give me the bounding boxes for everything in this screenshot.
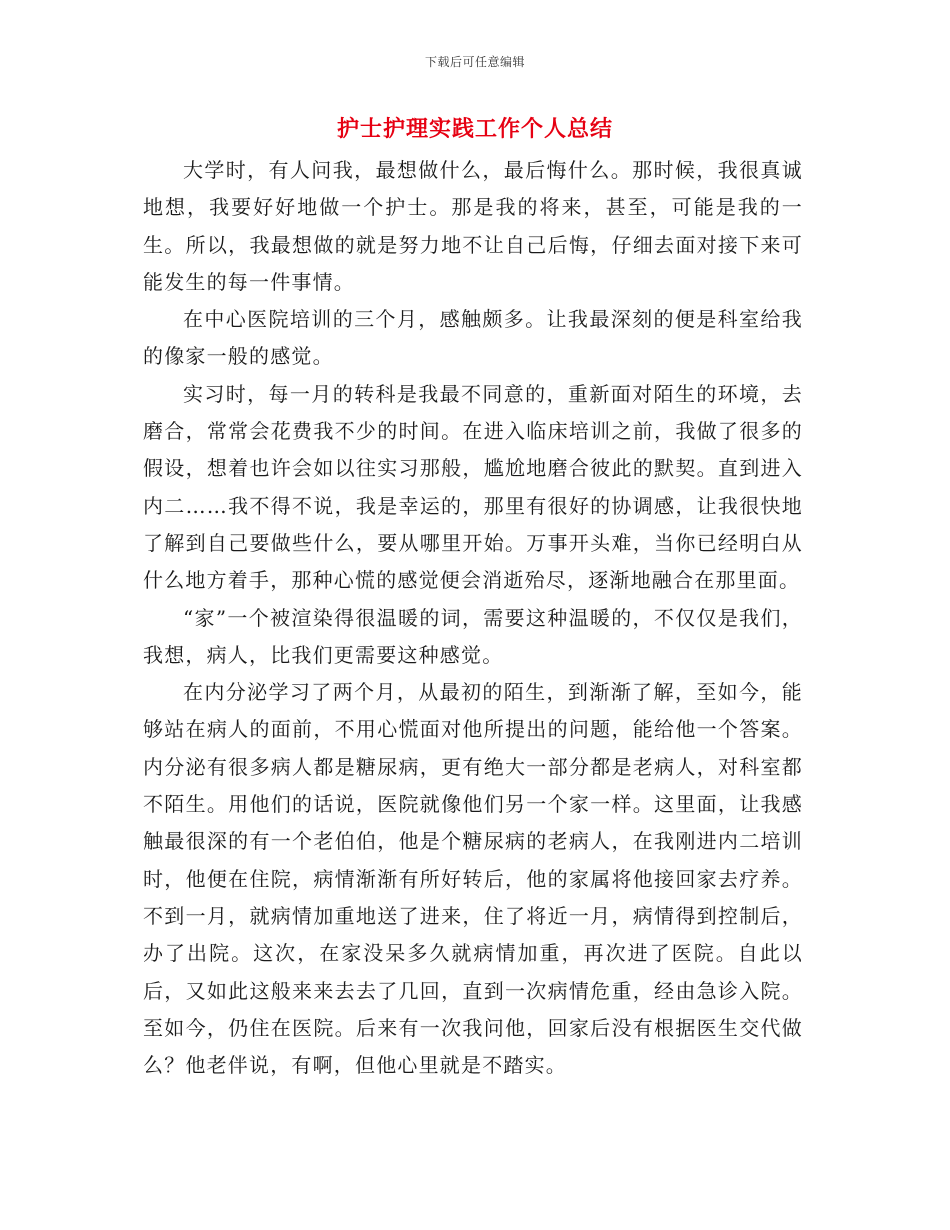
document-body	[143, 152, 803, 1084]
paragraph-2: 在中心医院培训的三个月，感触颇多。让我最深刻的便是科室给我的像家一般的感觉。	[143, 307, 803, 369]
paragraph-1: 大学时，有人问我，最想做什么，最后悔什么。那时候，我很真诚地想，我要好好地做一个护士。那是我的将来，甚至，可能是我的一生。所以，我最想做的就是努力地不让自己后悔，仔细去面对接下来可能发生的每一件事情。	[143, 158, 803, 294]
paragraph-3: 实习时，每一月的转科是我最不同意的，重新面对陌生的环境，去磨合，常常会花费我不少的时间。在进入临床培训之前，我做了很多的假设，想着也许会如以往实习那般，尴尬地磨合彼此的默契。直到进入内二……我不得不说，我是幸运的，那里有很好的协调感，让我很快地了解到自己要做些什么，要从哪里开始。万事开头难，当你已经明白从什么地方着手，那种心慌的感觉便会消逝殆尽，逐渐地融合在那里面。	[143, 381, 803, 593]
document-title: 护士护理实践工作个人总结	[336, 116, 613, 142]
paragraph-4: “家”一个被渲染得很温暖的词，需要这种温暖的，不仅仅是我们，我想，病人，比我们更需要这种感觉。	[143, 605, 803, 667]
header-note: 下载后可任意编辑	[424, 55, 525, 69]
paragraph-5: 在内分泌学习了两个月，从最初的陌生，到渐渐了解，至如今，能够站在病人的面前，不用心慌面对他所提出的问题，能给他一个答案。内分泌有很多病人都是糖尿病，更有绝大一部分都是老病人，对科室都不陌生。用他们的话说，医院就像他们另一个家一样。这里面，让我感触最很深的有一个老伯伯，他是个糖尿病的老病人，在我刚进内二培训时，他便在住院，病情渐渐有所好转后，他的家属将他接回家去疗养。不到一月，就病情加重地送了进来，住了将近一月，病情得到控制后，办了出院。这次，在家没呆多久就病情加重，再次进了医院。自此以后，又如此这般来来去去了几回，直到一次病情危重，经由急诊入院。至如今，仍住在医院。后来有一次我问他，回家后没有根据医生交代做么？他老伴说，有啊，但他心里就是不踏实。	[143, 680, 803, 1078]
